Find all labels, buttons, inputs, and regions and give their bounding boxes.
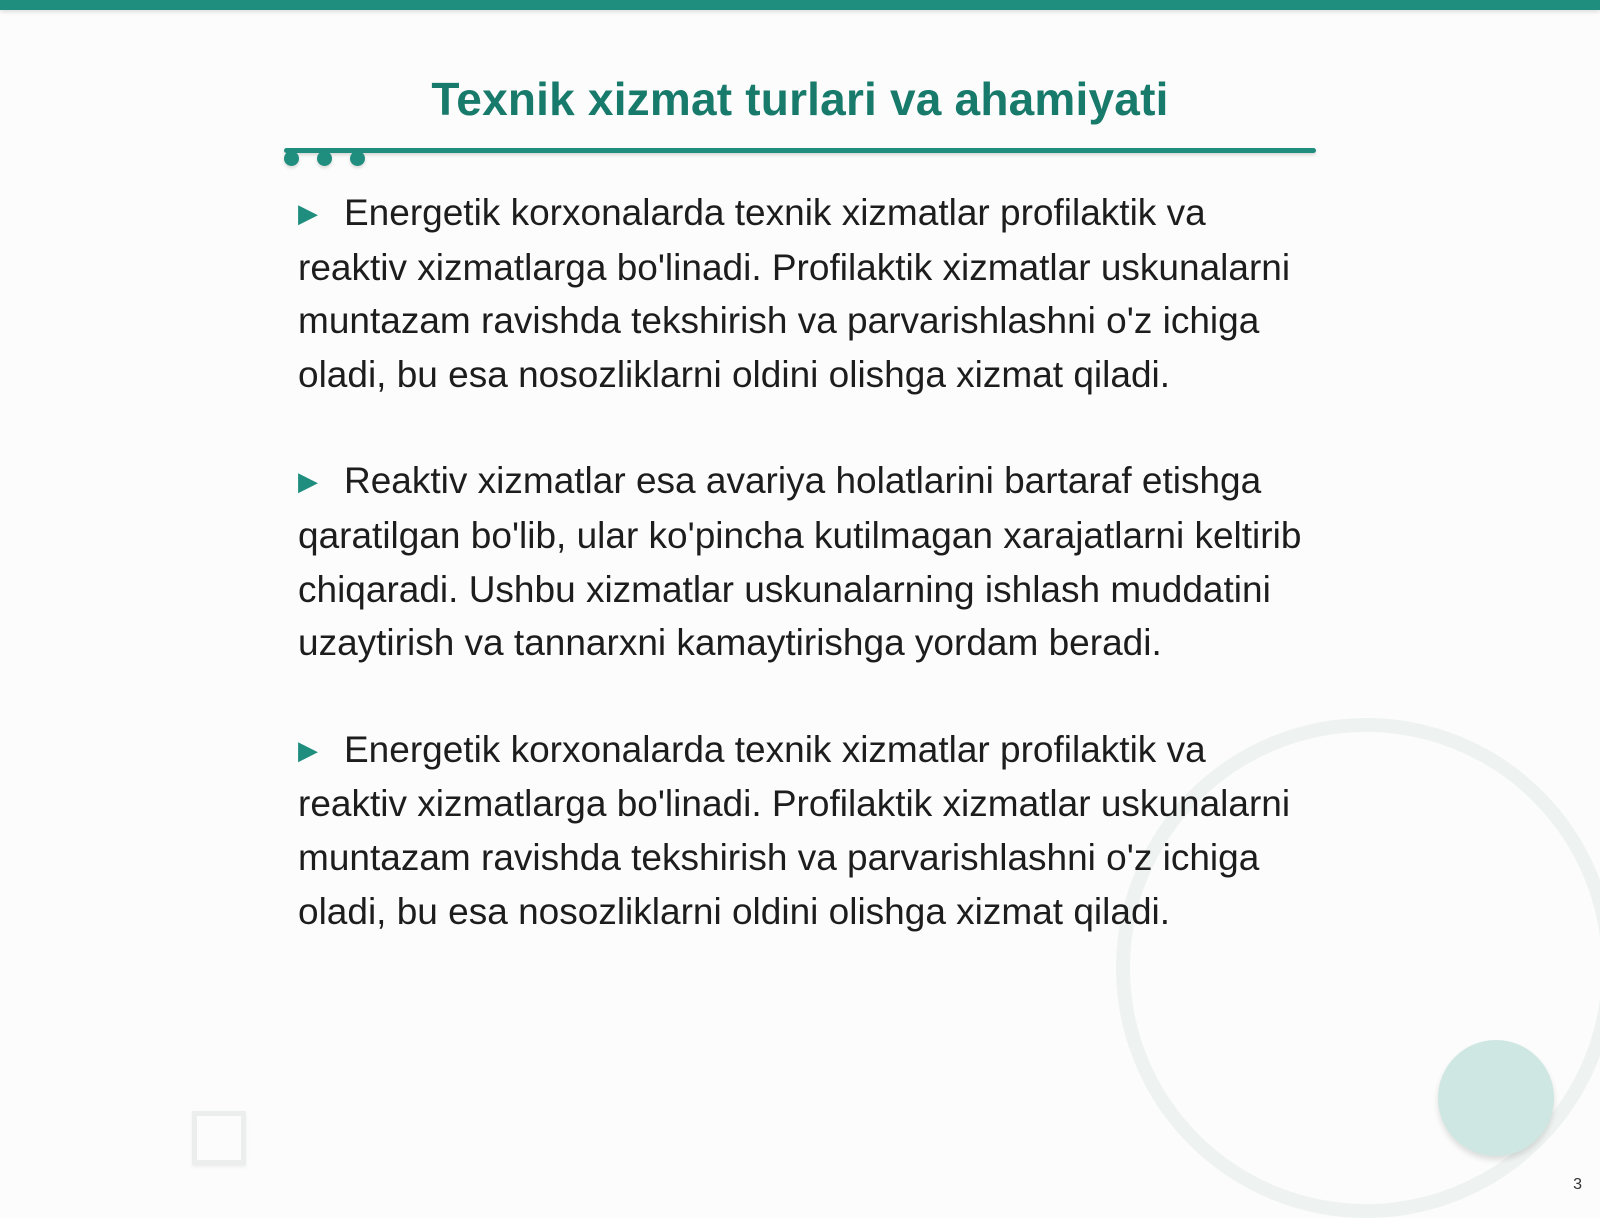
underline-dot: [284, 151, 299, 166]
top-accent-bar: [0, 0, 1600, 10]
decorative-circle: [1438, 1040, 1554, 1156]
title-underline: [284, 148, 1316, 153]
play-triangle-icon: ▶: [298, 198, 318, 228]
underline-dot: [317, 151, 332, 166]
bullet-item: [298, 186, 1308, 401]
decorative-square: [192, 1111, 246, 1165]
bullet-text: Reaktiv xizmatlar esa avariya holatlarini bartaraf etishga qaratilgan bo'lib, ular ko'pincha kutilmagan xarajatlarni keltirib chiqaradi. Ushbu xizmatlar uskunalarning ishlash muddatini uzaytirish va tannarxni kamaytirishga yordam beradi.: [298, 460, 1302, 664]
bullet-item: [298, 454, 1308, 669]
bullet-item: [298, 723, 1308, 938]
bullet-text: Energetik korxonalarda texnik xizmatlar profilaktik va reaktiv xizmatlarga bo'linadi. Profilaktik xizmatlar uskunalarni muntazam ravishda tekshirish va parvarishlashni o'z ichiga oladi, bu esa nosozliklarni oldini olishga xizmat qiladi.: [298, 728, 1291, 932]
play-triangle-icon: ▶: [298, 734, 318, 765]
slide-title: Texnik xizmat turlari va ahamiyati: [431, 73, 1169, 125]
page-number: 3: [1573, 1176, 1582, 1193]
play-triangle-icon: ▶: [298, 466, 318, 497]
underline-dot: [350, 151, 365, 166]
bullet-text: Energetik korxonalarda texnik xizmatlar profilaktik va reaktiv xizmatlarga bo'linadi. Profilaktik xizmatlar uskunalarni muntazam ravishda tekshirish va parvarishlashni o'z ichiga oladi, bu esa nosozliklarni oldini olishga xizmat qiladi.: [298, 192, 1291, 395]
bullet-list: [298, 186, 1308, 991]
